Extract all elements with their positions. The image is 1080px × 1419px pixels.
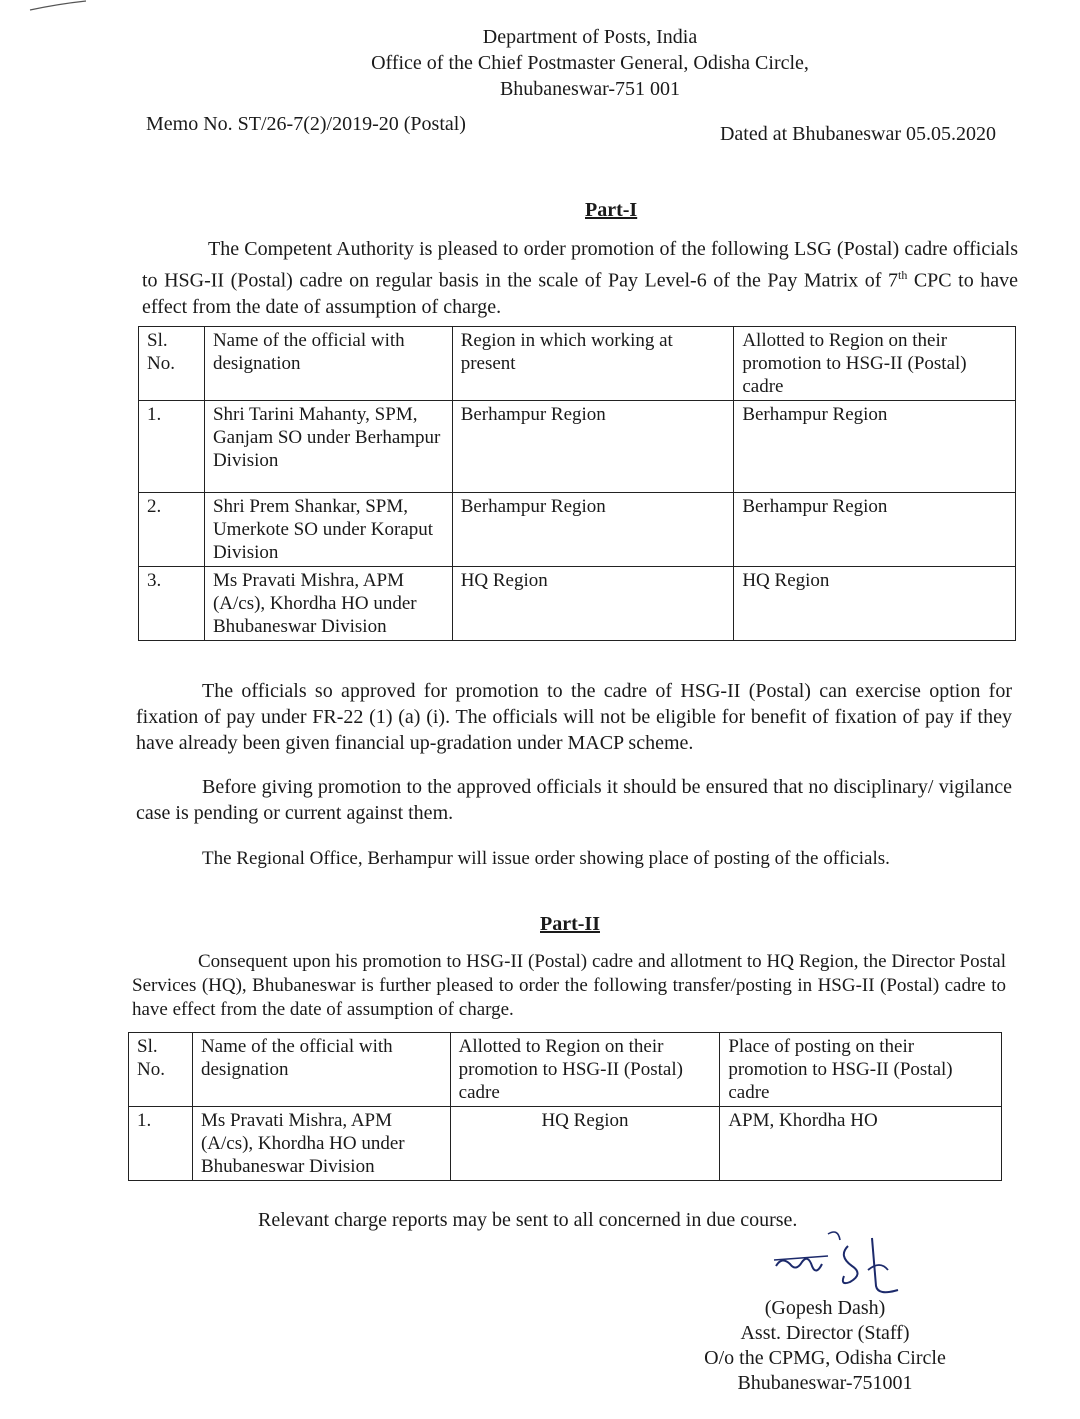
header-sl-no: Sl. No.	[139, 327, 205, 401]
header-name: Name of the official with designation	[192, 1033, 450, 1107]
department-name: Department of Posts, India	[482, 26, 698, 48]
part1-pay-fixation-para: The officials so approved for promotion to the cadre of HSG-II (Postal) can exercise option for fixation of pay under FR-22 (1) (a) (i). The officials will not be eligible for benefit of fixation of pay if they have already been given financial up-gradation under MACP scheme.	[136, 680, 1012, 754]
table-row	[129, 1107, 1002, 1181]
signatory-designation: Asst. Director (Staff)	[740, 1322, 910, 1344]
table-row	[139, 567, 1016, 641]
part1-title: Part-I	[585, 199, 638, 221]
cell-sl-no: 3.	[139, 567, 205, 641]
signatory-name: (Gopesh Dash)	[764, 1297, 886, 1319]
cell-name: Shri Tarini Mahanty, SPM, Ganjam SO under Berhampur Division	[204, 401, 452, 493]
part1-intro: The Competent Authority is pleased to order promotion of the following LSG (Postal) cadre officials to HSG-II (Postal) cadre on regular basis in the scale of Pay Level-6 of the Pay Matrix of 7th CPC to have effect from the date of assumption of charge.	[142, 238, 1018, 318]
office-address: Bhubaneswar-751 001	[499, 78, 681, 100]
cell-name: Ms Pravati Mishra, APM (A/cs), Khordha HO under Bhubaneswar Division	[204, 567, 452, 641]
part2-title: Part-II	[540, 913, 600, 935]
cell-region-present: HQ Region	[452, 567, 734, 641]
cell-region-present: Berhampur Region	[452, 401, 734, 493]
cell-place-of-posting: APM, Khordha HO	[720, 1107, 1002, 1181]
part1-vigilance-para: Before giving promotion to the approved officials it should be ensured that no disciplinary/ vigilance case is pending or current against them.	[136, 776, 1012, 824]
part2-intro: Consequent upon his promotion to HSG-II (Postal) cadre and allotment to HQ Region, the Director Postal Services (HQ), Bhubaneswar is further pleased to order the following transfer/posting in HSG-II (Postal) cadre to have effect from the date of assumption of charge.	[132, 951, 1006, 1020]
signatory-place: Bhubaneswar-751001	[737, 1372, 913, 1394]
signatory-block	[660, 1296, 990, 1396]
cell-allotted-region: HQ Region	[734, 567, 1016, 641]
header-allotted-region: Allotted to Region on their promotion to HSG-II (Postal) cadre	[450, 1033, 720, 1107]
cell-allotted-region: HQ Region	[450, 1107, 720, 1181]
cell-name: Ms Pravati Mishra, APM (A/cs), Khordha HO under Bhubaneswar Division	[192, 1107, 450, 1181]
cell-sl-no: 1.	[139, 401, 205, 493]
cell-name: Shri Prem Shankar, SPM, Umerkote SO under Koraput Division	[204, 493, 452, 567]
cell-sl-no: 2.	[139, 493, 205, 567]
table-header-row	[129, 1033, 1002, 1107]
part2-table	[128, 1032, 1002, 1181]
cell-region-present: Berhampur Region	[452, 493, 734, 567]
table-row	[139, 493, 1016, 567]
header-allotted-region: Allotted to Region on their promotion to HSG-II (Postal) cadre	[734, 327, 1016, 401]
part1-posting-para: The Regional Office, Berhampur will issue order showing place of posting of the officials.	[202, 848, 890, 869]
cell-sl-no: 1.	[129, 1107, 193, 1181]
header-place-of-posting: Place of posting on their promotion to HSG-II (Postal) cadre	[720, 1033, 1002, 1107]
header-region-present: Region in which working at present	[452, 327, 734, 401]
letterhead	[0, 24, 1080, 102]
cell-allotted-region: Berhampur Region	[734, 493, 1016, 567]
scan-mark	[28, 0, 88, 12]
cell-allotted-region: Berhampur Region	[734, 401, 1016, 493]
part1-table	[138, 326, 1016, 641]
memo-number: Memo No. ST/26-7(2)/2019-20 (Postal)	[146, 113, 466, 135]
signatory-office: O/o the CPMG, Odisha Circle	[704, 1347, 946, 1369]
office-name: Office of the Chief Postmaster General, Odisha Circle,	[371, 52, 809, 74]
memo-date: Dated at Bhubaneswar 05.05.2020	[719, 123, 996, 145]
signature	[768, 1226, 928, 1306]
table-header-row	[139, 327, 1016, 401]
table-row	[139, 401, 1016, 493]
header-sl-no: Sl. No.	[129, 1033, 193, 1107]
header-name: Name of the official with designation	[204, 327, 452, 401]
closing-line: Relevant charge reports may be sent to all concerned in due course.	[258, 1209, 798, 1231]
